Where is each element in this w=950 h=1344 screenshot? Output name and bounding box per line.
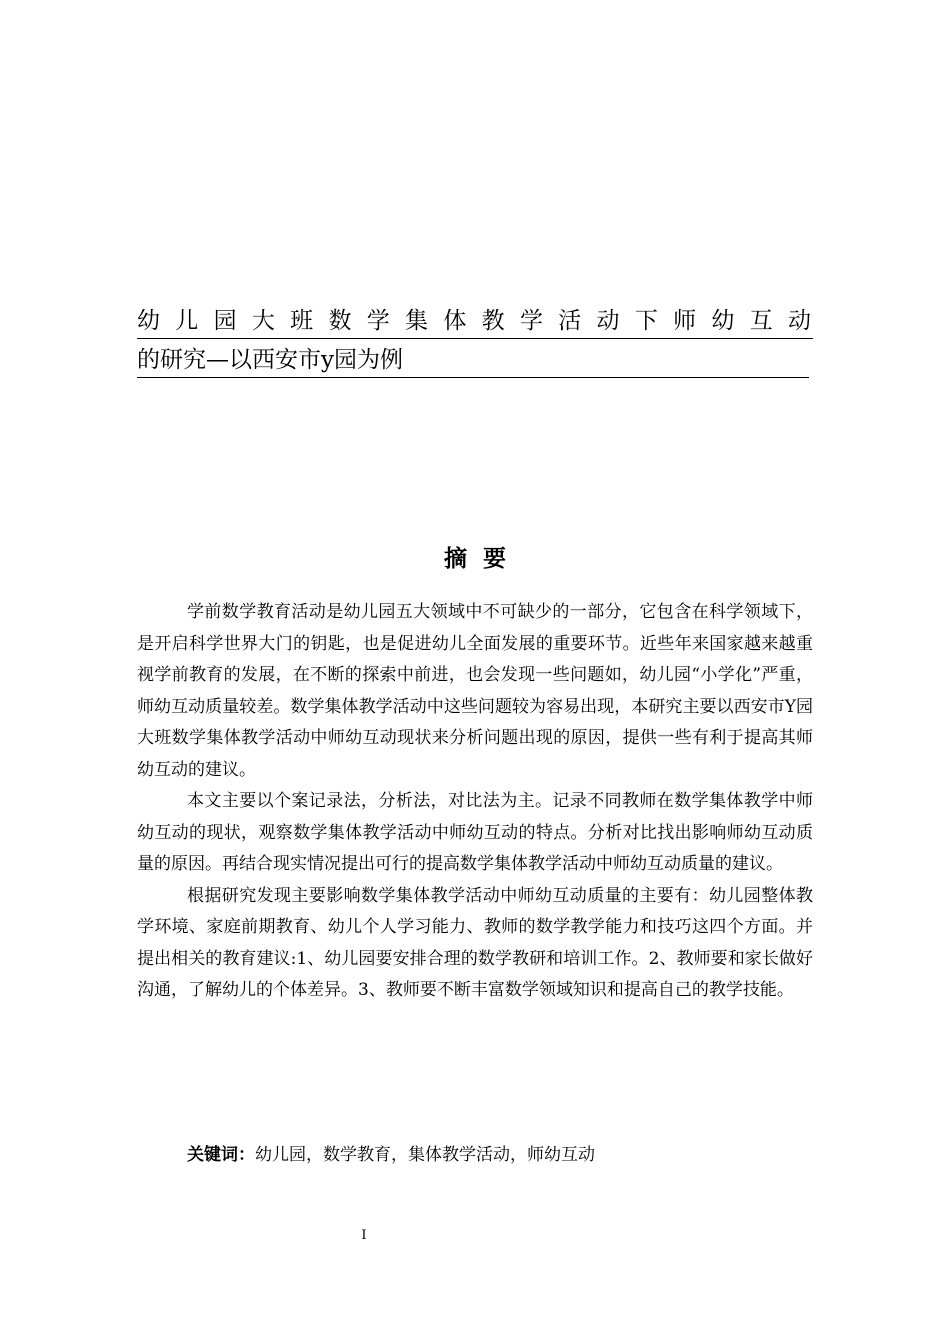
- abstract-paragraph-2: 本文主要以个案记录法，分析法，对比法为主。记录不同教师在数学集体教学中师幼互动的现状，观察数学集体教学活动中师幼互动的特点。分析对比找出影响师幼互动质量的原因。再结合现实情况提出可行的提高数学集体教学活动中师幼互动质量的建议。: [137, 791, 813, 874]
- keywords-label: 关键词：: [187, 1145, 255, 1165]
- abstract-paragraph-3: 根据研究发现主要影响数学集体教学活动中师幼互动质量的主要有：幼儿园整体教学环境、家庭前期教育、幼儿个人学习能力、教师的数学教学能力和技巧这四个方面。并提出相关的教育建议:1、幼儿园要安排合理的数学教研和培训工作。2、教师要和家长做好沟通，了解幼儿的个体差异。3、教师要不断丰富数学领域知识和提高自己的教学技能。: [137, 885, 813, 1000]
- abstract-paragraph-1: 学前数学教育活动是幼儿园五大领域中不可缺少的一部分，它包含在科学领域下，是开启科学世界大门的钥匙，也是促进幼儿全面发展的重要环节。近些年来国家越来越重视学前教育的发展，在不断的探索中前进，也会发现一些问题如，幼儿园“小学化”严重，师幼互动质量较差。数学集体教学活动中这些问题较为容易出现，本研究主要以西安市Y园大班数学集体教学活动中师幼互动现状来分析问题出现的原因，提供一些有利于提高其师幼互动的建议。: [137, 602, 813, 780]
- keywords: [187, 1141, 595, 1169]
- document-title: [137, 304, 813, 378]
- abstract-heading: 摘要: [444, 546, 522, 572]
- title-line-1: 幼儿园大班数学集体教学活动下师幼互动: [137, 304, 813, 339]
- abstract-body: [137, 597, 813, 1007]
- page-number: I: [361, 1228, 367, 1243]
- title-line-2: 的研究—以西安市y园为例: [137, 343, 809, 378]
- keywords-value: 幼儿园，数学教育，集体教学活动，师幼互动: [255, 1145, 595, 1165]
